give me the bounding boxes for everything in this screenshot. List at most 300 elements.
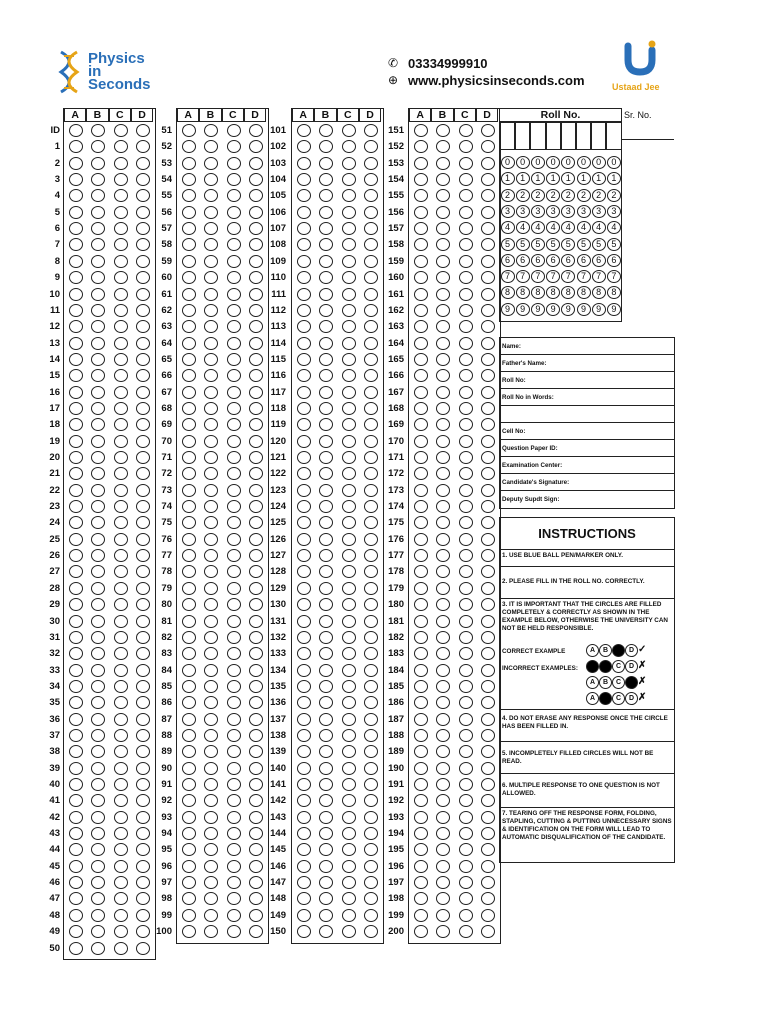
roll-digit-bubble[interactable]: 4: [592, 221, 606, 234]
answer-bubble-b[interactable]: [204, 206, 218, 219]
answer-bubble-c[interactable]: [459, 320, 473, 333]
answer-bubble-b[interactable]: [91, 713, 105, 726]
answer-bubble-c[interactable]: [114, 680, 128, 693]
roll-digit-bubble[interactable]: 8: [577, 286, 591, 299]
roll-digit-bubble[interactable]: 3: [577, 205, 591, 218]
answer-bubble-b[interactable]: [319, 615, 333, 628]
answer-bubble-b[interactable]: [436, 762, 450, 775]
answer-bubble-a[interactable]: [297, 402, 311, 415]
answer-bubble-c[interactable]: [342, 124, 356, 137]
answer-bubble-a[interactable]: [414, 500, 428, 513]
answer-bubble-d[interactable]: [481, 320, 495, 333]
roll-digit-bubble[interactable]: 6: [516, 254, 530, 267]
answer-bubble-c[interactable]: [227, 664, 241, 677]
roll-digit-bubble[interactable]: 8: [531, 286, 545, 299]
answer-bubble-a[interactable]: [414, 337, 428, 350]
answer-bubble-b[interactable]: [91, 811, 105, 824]
answer-bubble-a[interactable]: [182, 353, 196, 366]
answer-bubble-c[interactable]: [227, 843, 241, 856]
answer-bubble-c[interactable]: [227, 467, 241, 480]
answer-bubble-a[interactable]: [182, 206, 196, 219]
answer-bubble-b[interactable]: [204, 337, 218, 350]
answer-bubble-b[interactable]: [319, 664, 333, 677]
roll-digit-bubble[interactable]: 6: [501, 254, 515, 267]
answer-bubble-a[interactable]: [69, 402, 83, 415]
roll-digit-bubble[interactable]: 3: [531, 205, 545, 218]
answer-bubble-a[interactable]: [297, 860, 311, 873]
answer-bubble-c[interactable]: [227, 565, 241, 578]
answer-bubble-c[interactable]: [459, 729, 473, 742]
info-field-row[interactable]: Deputy Supdt Sign:: [502, 496, 560, 503]
answer-bubble-c[interactable]: [114, 402, 128, 415]
answer-bubble-c[interactable]: [342, 386, 356, 399]
answer-bubble-a[interactable]: [414, 222, 428, 235]
answer-bubble-d[interactable]: [481, 729, 495, 742]
roll-digit-bubble[interactable]: 3: [561, 205, 575, 218]
answer-bubble-c[interactable]: [342, 451, 356, 464]
roll-digit-bubble[interactable]: 8: [592, 286, 606, 299]
answer-bubble-c[interactable]: [227, 794, 241, 807]
answer-bubble-a[interactable]: [414, 860, 428, 873]
answer-bubble-a[interactable]: [69, 860, 83, 873]
answer-bubble-c[interactable]: [459, 500, 473, 513]
answer-bubble-c[interactable]: [459, 402, 473, 415]
answer-bubble-a[interactable]: [414, 713, 428, 726]
answer-bubble-a[interactable]: [69, 222, 83, 235]
answer-bubble-c[interactable]: [342, 516, 356, 529]
answer-bubble-a[interactable]: [414, 876, 428, 889]
answer-bubble-c[interactable]: [114, 140, 128, 153]
answer-bubble-a[interactable]: [69, 582, 83, 595]
answer-bubble-d[interactable]: [481, 435, 495, 448]
roll-digit-bubble[interactable]: 7: [561, 270, 575, 283]
answer-bubble-c[interactable]: [342, 827, 356, 840]
roll-digit-bubble[interactable]: 2: [501, 189, 515, 202]
roll-entry-cell[interactable]: [606, 122, 621, 150]
roll-digit-bubble[interactable]: 0: [546, 156, 560, 169]
answer-bubble-c[interactable]: [114, 238, 128, 251]
answer-bubble-a[interactable]: [182, 288, 196, 301]
answer-bubble-c[interactable]: [342, 255, 356, 268]
answer-bubble-d[interactable]: [481, 762, 495, 775]
answer-bubble-c[interactable]: [342, 271, 356, 284]
answer-bubble-c[interactable]: [114, 631, 128, 644]
answer-bubble-c[interactable]: [227, 582, 241, 595]
roll-digit-bubble[interactable]: 1: [561, 172, 575, 185]
answer-bubble-c[interactable]: [114, 189, 128, 202]
roll-entry-cell[interactable]: [515, 122, 530, 150]
answer-bubble-b[interactable]: [436, 484, 450, 497]
answer-bubble-d[interactable]: [481, 304, 495, 317]
answer-bubble-c[interactable]: [459, 516, 473, 529]
info-field-row[interactable]: Examination Center:: [500, 457, 674, 474]
answer-bubble-c[interactable]: [459, 255, 473, 268]
roll-digit-bubble[interactable]: 9: [592, 303, 606, 316]
answer-bubble-a[interactable]: [414, 549, 428, 562]
answer-bubble-a[interactable]: [69, 549, 83, 562]
roll-digit-bubble[interactable]: 5: [577, 238, 591, 251]
info-field-row[interactable]: Father's Name:: [500, 355, 674, 372]
answer-bubble-a[interactable]: [69, 288, 83, 301]
answer-bubble-c[interactable]: [114, 582, 128, 595]
roll-digit-bubble[interactable]: 1: [607, 172, 621, 185]
answer-bubble-a[interactable]: [414, 533, 428, 546]
answer-bubble-c[interactable]: [114, 173, 128, 186]
answer-bubble-a[interactable]: [182, 255, 196, 268]
answer-bubble-c[interactable]: [342, 484, 356, 497]
answer-bubble-d[interactable]: [481, 402, 495, 415]
answer-bubble-d[interactable]: [481, 647, 495, 660]
answer-bubble-c[interactable]: [227, 255, 241, 268]
answer-bubble-c[interactable]: [342, 876, 356, 889]
answer-bubble-c[interactable]: [114, 827, 128, 840]
answer-bubble-c[interactable]: [459, 189, 473, 202]
roll-digit-bubble[interactable]: 2: [592, 189, 606, 202]
answer-bubble-c[interactable]: [114, 942, 128, 955]
answer-bubble-c[interactable]: [114, 843, 128, 856]
answer-bubble-a[interactable]: [182, 762, 196, 775]
answer-bubble-a[interactable]: [297, 484, 311, 497]
answer-bubble-b[interactable]: [204, 255, 218, 268]
answer-bubble-c[interactable]: [114, 516, 128, 529]
answer-bubble-a[interactable]: [414, 435, 428, 448]
roll-digit-bubble[interactable]: 7: [501, 270, 515, 283]
answer-bubble-b[interactable]: [91, 664, 105, 677]
roll-digit-bubble[interactable]: 2: [577, 189, 591, 202]
answer-bubble-a[interactable]: [297, 762, 311, 775]
answer-bubble-a[interactable]: [69, 811, 83, 824]
answer-bubble-c[interactable]: [114, 745, 128, 758]
answer-bubble-c[interactable]: [227, 320, 241, 333]
answer-bubble-c[interactable]: [114, 876, 128, 889]
answer-bubble-c[interactable]: [227, 418, 241, 431]
answer-bubble-c[interactable]: [114, 451, 128, 464]
answer-bubble-c[interactable]: [459, 631, 473, 644]
roll-digit-bubble[interactable]: 0: [607, 156, 621, 169]
answer-bubble-a[interactable]: [69, 353, 83, 366]
answer-bubble-b[interactable]: [436, 288, 450, 301]
answer-bubble-c[interactable]: [114, 860, 128, 873]
roll-digit-bubble[interactable]: 7: [546, 270, 560, 283]
answer-bubble-b[interactable]: [436, 533, 450, 546]
roll-digit-bubble[interactable]: 8: [516, 286, 530, 299]
answer-bubble-a[interactable]: [182, 615, 196, 628]
answer-bubble-b[interactable]: [204, 386, 218, 399]
answer-bubble-c[interactable]: [342, 418, 356, 431]
answer-bubble-c[interactable]: [227, 140, 241, 153]
answer-bubble-d[interactable]: [481, 778, 495, 791]
answer-bubble-b[interactable]: [319, 860, 333, 873]
answer-bubble-d[interactable]: [481, 811, 495, 824]
roll-digit-bubble[interactable]: 1: [592, 172, 606, 185]
answer-bubble-c[interactable]: [459, 353, 473, 366]
answer-bubble-b[interactable]: [91, 942, 105, 955]
answer-bubble-b[interactable]: [91, 533, 105, 546]
answer-bubble-c[interactable]: [459, 762, 473, 775]
answer-bubble-c[interactable]: [227, 827, 241, 840]
answer-bubble-b[interactable]: [319, 157, 333, 170]
roll-digit-bubble[interactable]: 0: [516, 156, 530, 169]
answer-bubble-b[interactable]: [91, 288, 105, 301]
answer-bubble-b[interactable]: [319, 386, 333, 399]
answer-bubble-a[interactable]: [414, 582, 428, 595]
answer-bubble-d[interactable]: [481, 909, 495, 922]
answer-bubble-a[interactable]: [69, 173, 83, 186]
answer-bubble-a[interactable]: [182, 533, 196, 546]
answer-bubble-a[interactable]: [69, 615, 83, 628]
answer-bubble-c[interactable]: [342, 402, 356, 415]
answer-bubble-a[interactable]: [414, 157, 428, 170]
answer-bubble-c[interactable]: [342, 811, 356, 824]
answer-bubble-c[interactable]: [114, 124, 128, 137]
answer-bubble-c[interactable]: [114, 484, 128, 497]
answer-bubble-c[interactable]: [342, 745, 356, 758]
answer-bubble-d[interactable]: [481, 353, 495, 366]
answer-bubble-a[interactable]: [182, 549, 196, 562]
answer-bubble-a[interactable]: [182, 680, 196, 693]
answer-bubble-c[interactable]: [342, 353, 356, 366]
answer-bubble-a[interactable]: [69, 680, 83, 693]
answer-bubble-a[interactable]: [69, 762, 83, 775]
answer-bubble-c[interactable]: [459, 124, 473, 137]
answer-bubble-b[interactable]: [204, 811, 218, 824]
answer-bubble-a[interactable]: [69, 631, 83, 644]
answer-bubble-c[interactable]: [227, 745, 241, 758]
answer-bubble-c[interactable]: [342, 647, 356, 660]
answer-bubble-c[interactable]: [114, 467, 128, 480]
answer-bubble-d[interactable]: [136, 942, 150, 955]
answer-bubble-b[interactable]: [319, 484, 333, 497]
answer-bubble-c[interactable]: [459, 435, 473, 448]
answer-bubble-b[interactable]: [91, 337, 105, 350]
answer-bubble-c[interactable]: [227, 549, 241, 562]
answer-bubble-c[interactable]: [114, 320, 128, 333]
roll-digit-bubble[interactable]: 3: [546, 205, 560, 218]
answer-bubble-d[interactable]: [481, 549, 495, 562]
roll-digit-bubble[interactable]: 5: [531, 238, 545, 251]
answer-bubble-a[interactable]: [182, 484, 196, 497]
roll-digit-bubble[interactable]: 4: [546, 221, 560, 234]
answer-bubble-c[interactable]: [227, 860, 241, 873]
answer-bubble-c[interactable]: [342, 533, 356, 546]
answer-bubble-a[interactable]: [182, 124, 196, 137]
roll-digit-bubble[interactable]: 6: [577, 254, 591, 267]
answer-bubble-c[interactable]: [227, 696, 241, 709]
answer-bubble-c[interactable]: [227, 729, 241, 742]
answer-bubble-c[interactable]: [227, 631, 241, 644]
answer-bubble-b[interactable]: [204, 582, 218, 595]
answer-bubble-b[interactable]: [204, 909, 218, 922]
answer-bubble-a[interactable]: [297, 876, 311, 889]
answer-bubble-a[interactable]: [414, 353, 428, 366]
answer-bubble-a[interactable]: [182, 664, 196, 677]
info-field-row[interactable]: Name:: [500, 338, 674, 355]
answer-bubble-d[interactable]: [481, 876, 495, 889]
answer-bubble-c[interactable]: [342, 320, 356, 333]
info-field-row[interactable]: [500, 406, 674, 423]
answer-bubble-c[interactable]: [342, 794, 356, 807]
answer-bubble-b[interactable]: [91, 909, 105, 922]
answer-bubble-a[interactable]: [297, 582, 311, 595]
answer-bubble-b[interactable]: [319, 713, 333, 726]
answer-bubble-a[interactable]: [414, 811, 428, 824]
answer-bubble-a[interactable]: [69, 435, 83, 448]
answer-bubble-b[interactable]: [319, 582, 333, 595]
answer-bubble-b[interactable]: [91, 762, 105, 775]
answer-bubble-b[interactable]: [319, 435, 333, 448]
answer-bubble-c[interactable]: [342, 729, 356, 742]
answer-bubble-c[interactable]: [114, 157, 128, 170]
answer-bubble-c[interactable]: [114, 713, 128, 726]
roll-digit-bubble[interactable]: 0: [561, 156, 575, 169]
answer-bubble-c[interactable]: [342, 582, 356, 595]
answer-bubble-c[interactable]: [227, 713, 241, 726]
answer-bubble-b[interactable]: [204, 762, 218, 775]
roll-digit-bubble[interactable]: 0: [501, 156, 515, 169]
answer-bubble-b[interactable]: [91, 206, 105, 219]
answer-bubble-b[interactable]: [91, 435, 105, 448]
answer-bubble-c[interactable]: [114, 565, 128, 578]
roll-digit-bubble[interactable]: 3: [592, 205, 606, 218]
answer-bubble-a[interactable]: [297, 255, 311, 268]
answer-bubble-c[interactable]: [227, 533, 241, 546]
answer-bubble-c[interactable]: [227, 206, 241, 219]
answer-bubble-c[interactable]: [114, 353, 128, 366]
answer-bubble-c[interactable]: [342, 369, 356, 382]
answer-bubble-c[interactable]: [227, 451, 241, 464]
answer-bubble-d[interactable]: [481, 255, 495, 268]
answer-bubble-c[interactable]: [114, 255, 128, 268]
answer-bubble-c[interactable]: [342, 762, 356, 775]
answer-bubble-c[interactable]: [227, 500, 241, 513]
answer-bubble-c[interactable]: [114, 892, 128, 905]
roll-digit-bubble[interactable]: 7: [531, 270, 545, 283]
answer-bubble-b[interactable]: [319, 909, 333, 922]
answer-bubble-c[interactable]: [227, 925, 241, 938]
answer-bubble-c[interactable]: [342, 173, 356, 186]
roll-digit-bubble[interactable]: 5: [501, 238, 515, 251]
answer-bubble-c[interactable]: [114, 925, 128, 938]
roll-digit-bubble[interactable]: 2: [516, 189, 530, 202]
roll-digit-bubble[interactable]: 6: [561, 254, 575, 267]
answer-bubble-b[interactable]: [319, 762, 333, 775]
answer-bubble-b[interactable]: [91, 860, 105, 873]
answer-bubble-c[interactable]: [342, 680, 356, 693]
answer-bubble-c[interactable]: [114, 909, 128, 922]
answer-bubble-c[interactable]: [342, 925, 356, 938]
roll-digit-bubble[interactable]: 3: [607, 205, 621, 218]
answer-bubble-b[interactable]: [204, 157, 218, 170]
answer-bubble-c[interactable]: [459, 304, 473, 317]
answer-bubble-a[interactable]: [182, 582, 196, 595]
roll-digit-bubble[interactable]: 4: [516, 221, 530, 234]
roll-digit-bubble[interactable]: 6: [546, 254, 560, 267]
answer-bubble-b[interactable]: [436, 206, 450, 219]
answer-bubble-c[interactable]: [114, 778, 128, 791]
answer-bubble-d[interactable]: [481, 925, 495, 938]
answer-bubble-c[interactable]: [114, 811, 128, 824]
answer-bubble-c[interactable]: [227, 778, 241, 791]
answer-bubble-b[interactable]: [436, 386, 450, 399]
answer-bubble-b[interactable]: [204, 533, 218, 546]
answer-bubble-c[interactable]: [114, 288, 128, 301]
answer-bubble-a[interactable]: [69, 729, 83, 742]
roll-digit-bubble[interactable]: 1: [501, 172, 515, 185]
answer-bubble-c[interactable]: [459, 418, 473, 431]
answer-bubble-c[interactable]: [342, 337, 356, 350]
answer-bubble-a[interactable]: [182, 402, 196, 415]
answer-bubble-a[interactable]: [297, 778, 311, 791]
roll-digit-bubble[interactable]: 2: [561, 189, 575, 202]
answer-bubble-a[interactable]: [297, 451, 311, 464]
answer-bubble-a[interactable]: [297, 337, 311, 350]
answer-bubble-c[interactable]: [227, 811, 241, 824]
answer-bubble-c[interactable]: [342, 860, 356, 873]
roll-digit-bubble[interactable]: 0: [577, 156, 591, 169]
info-field-row[interactable]: Question Paper ID:: [500, 440, 674, 457]
answer-bubble-a[interactable]: [69, 500, 83, 513]
roll-digit-bubble[interactable]: 4: [531, 221, 545, 234]
answer-bubble-b[interactable]: [436, 435, 450, 448]
answer-bubble-b[interactable]: [91, 484, 105, 497]
roll-digit-bubble[interactable]: 2: [607, 189, 621, 202]
answer-bubble-a[interactable]: [414, 451, 428, 464]
answer-bubble-c[interactable]: [227, 369, 241, 382]
answer-bubble-c[interactable]: [459, 647, 473, 660]
answer-bubble-c[interactable]: [227, 386, 241, 399]
answer-bubble-a[interactable]: [182, 778, 196, 791]
answer-bubble-c[interactable]: [342, 892, 356, 905]
answer-bubble-c[interactable]: [342, 435, 356, 448]
answer-bubble-c[interactable]: [114, 435, 128, 448]
answer-bubble-a[interactable]: [297, 206, 311, 219]
answer-bubble-c[interactable]: [227, 892, 241, 905]
answer-bubble-a[interactable]: [297, 288, 311, 301]
answer-bubble-c[interactable]: [114, 271, 128, 284]
answer-bubble-a[interactable]: [69, 876, 83, 889]
answer-bubble-c[interactable]: [342, 157, 356, 170]
answer-bubble-a[interactable]: [414, 386, 428, 399]
answer-bubble-c[interactable]: [227, 680, 241, 693]
answer-bubble-a[interactable]: [297, 909, 311, 922]
answer-bubble-a[interactable]: [69, 206, 83, 219]
answer-bubble-b[interactable]: [204, 288, 218, 301]
answer-bubble-c[interactable]: [114, 337, 128, 350]
roll-digit-bubble[interactable]: 8: [607, 286, 621, 299]
answer-bubble-c[interactable]: [227, 435, 241, 448]
info-field-row[interactable]: Cell No:: [500, 423, 674, 440]
answer-bubble-a[interactable]: [69, 157, 83, 170]
answer-bubble-a[interactable]: [414, 729, 428, 742]
answer-bubble-b[interactable]: [436, 664, 450, 677]
answer-bubble-d[interactable]: [481, 533, 495, 546]
answer-bubble-b[interactable]: [204, 713, 218, 726]
answer-bubble-d[interactable]: [481, 386, 495, 399]
answer-bubble-c[interactable]: [342, 288, 356, 301]
answer-bubble-b[interactable]: [436, 909, 450, 922]
roll-digit-bubble[interactable]: 2: [531, 189, 545, 202]
answer-bubble-a[interactable]: [297, 549, 311, 562]
answer-bubble-c[interactable]: [459, 206, 473, 219]
answer-bubble-c[interactable]: [114, 549, 128, 562]
answer-bubble-a[interactable]: [182, 860, 196, 873]
answer-bubble-b[interactable]: [436, 157, 450, 170]
roll-digit-bubble[interactable]: 7: [577, 270, 591, 283]
answer-bubble-a[interactable]: [69, 255, 83, 268]
answer-bubble-a[interactable]: [414, 206, 428, 219]
roll-digit-bubble[interactable]: 4: [561, 221, 575, 234]
answer-bubble-a[interactable]: [69, 909, 83, 922]
